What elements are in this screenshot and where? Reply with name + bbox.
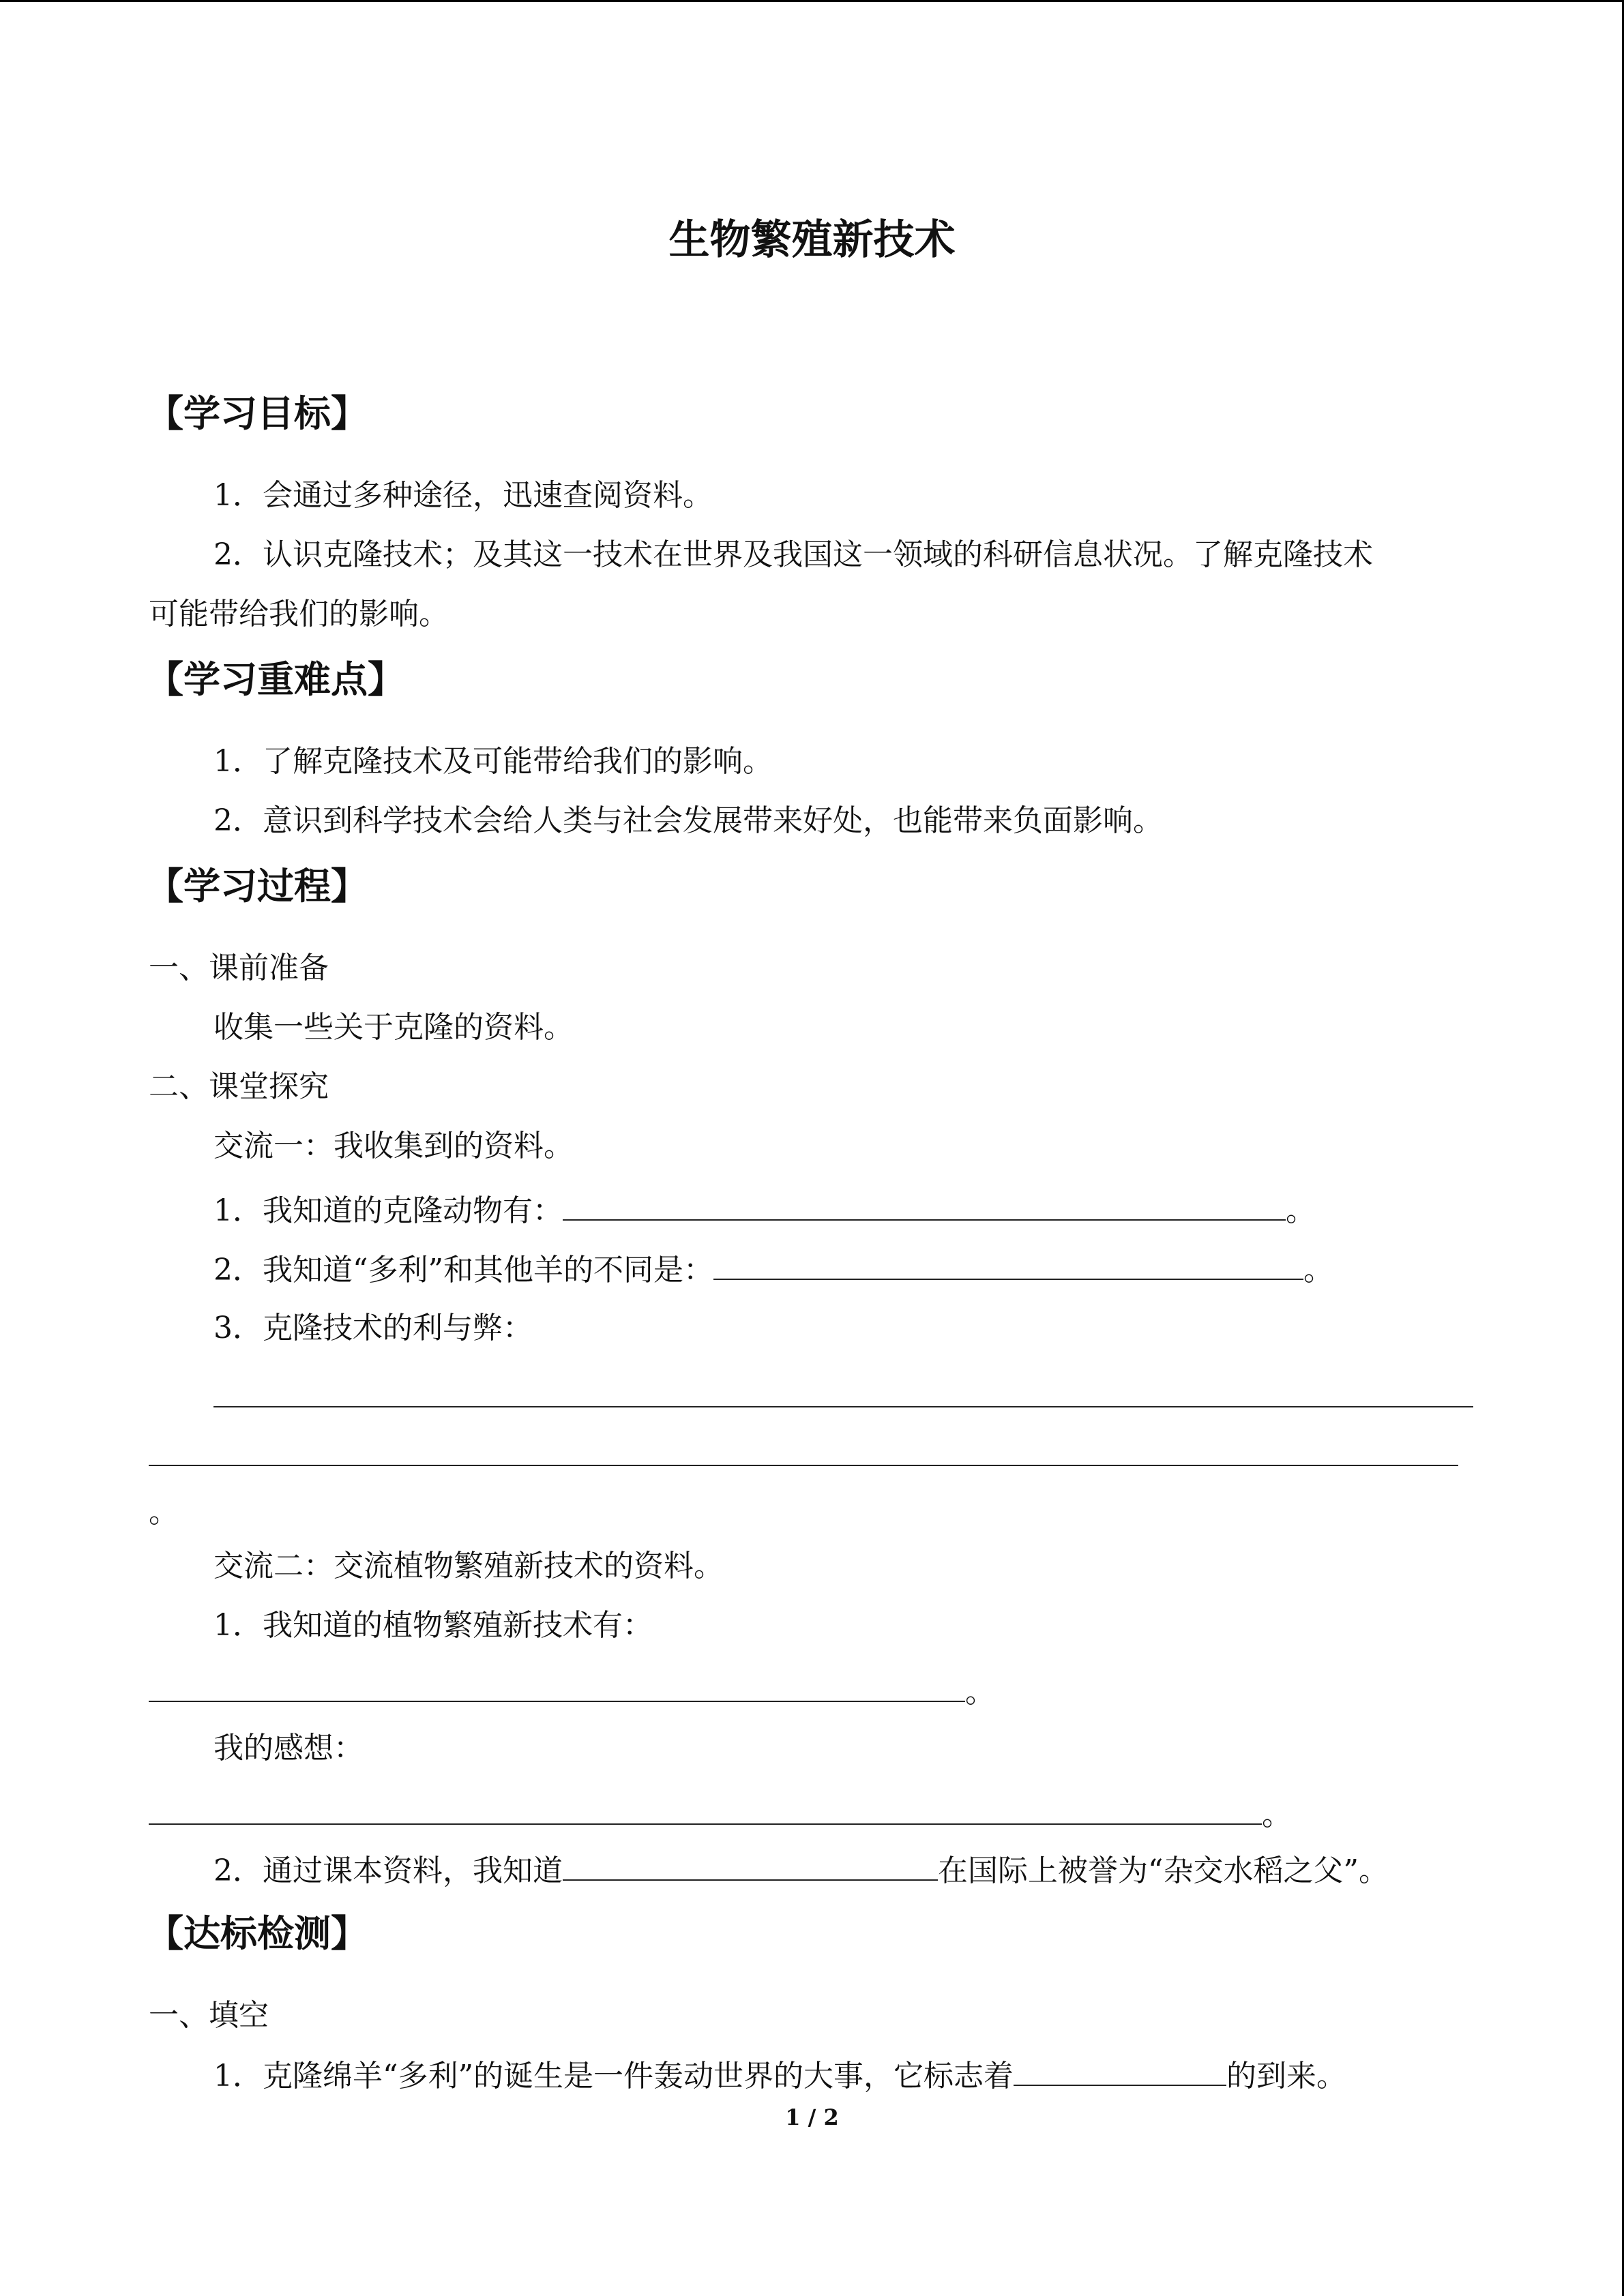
goal-item-1: 1．会通过多种途径，迅速查阅资料。: [213, 478, 713, 513]
answer-feeling: [149, 1793, 1292, 1836]
key-point-item-2: 2．意识到科学技术会给人类与社会发展带来好处，也能带来负面影响。: [213, 803, 1163, 838]
answer-blank-feeling[interactable]: [149, 1793, 1262, 1825]
prep-title: 一、课前准备: [149, 951, 329, 985]
key-point-item-1: 1．了解克隆技术及可能带给我们的影响。: [213, 744, 773, 779]
goal-item-2: 2．认识克隆技术；及其这一技术在世界及我国这一领域的科研信息状况。了解克隆技术: [213, 537, 1373, 572]
answer-plant-tech: [149, 1671, 995, 1713]
period: 。: [1286, 1193, 1316, 1228]
answer-blank-dolly-difference[interactable]: [713, 1249, 1303, 1280]
fill-title: 一、填空: [149, 1998, 269, 2033]
section-heading-goals: 【学习目标】: [147, 392, 368, 435]
answer-blank-plant-tech[interactable]: [149, 1671, 965, 1702]
answer-line-pros-cons-1[interactable]: [213, 1406, 1473, 1407]
page-title: 生物繁殖新技术: [668, 216, 956, 264]
section-heading-key-points: 【学习重难点】: [147, 658, 404, 701]
goal-item-2-cont: 可能带给我们的影响。: [149, 597, 449, 631]
period: 。: [965, 1675, 995, 1710]
exchange-two: 交流二：交流植物繁殖新技术的资料。: [213, 1549, 724, 1583]
question-rice-father: [213, 1849, 1389, 1892]
question-clone-animals: [213, 1189, 1316, 1232]
question-dolly-significance-suffix: 的到来。: [1226, 2059, 1346, 2093]
period: 。: [1262, 1798, 1292, 1832]
section-heading-process: 【学习过程】: [147, 865, 368, 908]
question-rice-father-suffix: 在国际上被誉为“杂交水稻之父”。: [938, 1853, 1389, 1888]
exchange-one: 交流一：我收集到的资料。: [213, 1129, 574, 1163]
answer-blank-rice-father[interactable]: [563, 1849, 938, 1881]
question-pros-cons: 3．克隆技术的利与弊：: [213, 1311, 533, 1345]
class-title: 二、课堂探究: [149, 1069, 329, 1104]
page-number: 1 / 2: [785, 2104, 839, 2130]
prep-text: 收集一些关于克隆的资料。: [213, 1010, 574, 1045]
answer-blank-dolly-significance[interactable]: [1014, 2055, 1226, 2086]
question-dolly-difference: [213, 1249, 1333, 1291]
question-dolly-significance: [213, 2055, 1346, 2097]
section-heading-test: 【达标检测】: [147, 1912, 368, 1955]
period: 。: [1303, 1253, 1333, 1287]
question-clone-animals-label: 1．我知道的克隆动物有：: [213, 1193, 563, 1228]
page-top-border: [0, 0, 1624, 2]
feeling-label: 我的感想：: [213, 1731, 364, 1765]
period: 。: [149, 1495, 179, 1530]
question-dolly-difference-label: 2．我知道“多利”和其他羊的不同是：: [213, 1253, 713, 1287]
question-rice-father-prefix: 2．通过课本资料，我知道: [213, 1853, 563, 1888]
question-dolly-significance-prefix: 1．克隆绵羊“多利”的诞生是一件轰动世界的大事，它标志着: [213, 2059, 1014, 2093]
question-plant-tech: 1．我知道的植物繁殖新技术有：: [213, 1608, 653, 1643]
answer-line-pros-cons-2[interactable]: [149, 1465, 1458, 1466]
answer-blank-clone-animals[interactable]: [563, 1189, 1286, 1221]
